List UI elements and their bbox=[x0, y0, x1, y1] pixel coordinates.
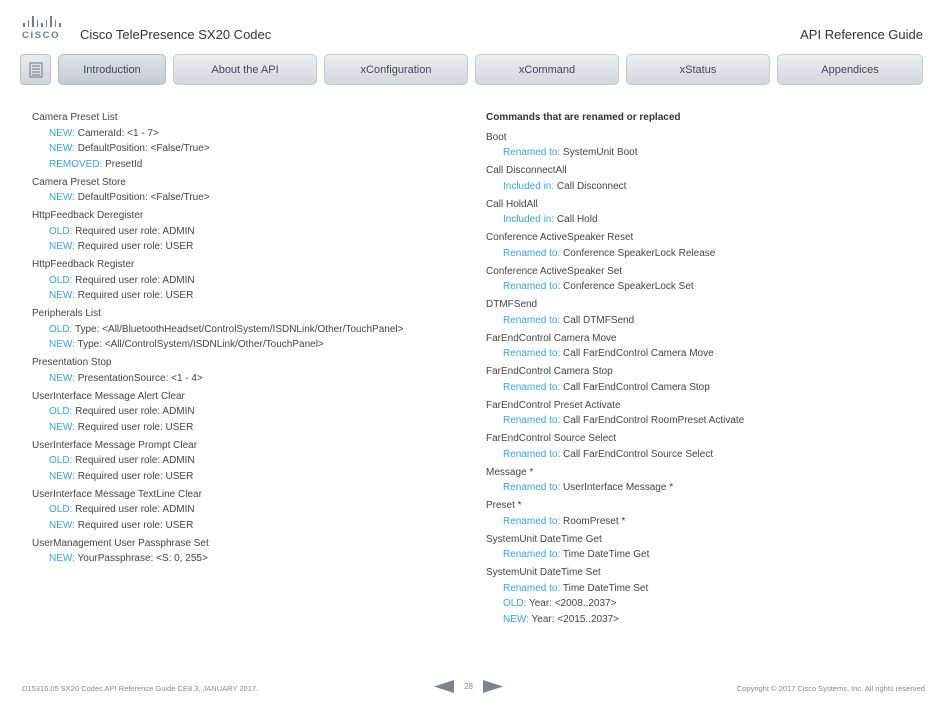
change-detail: PresentationSource: <1 - 4> bbox=[74, 372, 203, 384]
change-keyword: OLD: bbox=[49, 455, 73, 466]
change-detail: Required user role: ADMIN bbox=[72, 455, 195, 466]
command-name: SystemUnit DateTime Get bbox=[486, 533, 602, 545]
command-name: HttpFeedback Register bbox=[32, 259, 135, 270]
menu-button[interactable] bbox=[20, 54, 51, 85]
change-line bbox=[32, 190, 462, 206]
change-line bbox=[486, 212, 926, 228]
change-keyword: Renamed to: bbox=[503, 482, 561, 493]
command-entry bbox=[486, 331, 926, 362]
command-entry bbox=[486, 163, 926, 194]
menu-icon bbox=[29, 62, 43, 78]
command-entry bbox=[32, 306, 462, 353]
command-name: UserInterface Message TextLine Clear bbox=[32, 488, 202, 500]
command-entry bbox=[486, 431, 926, 462]
command-name: UserManagement User Passphrase Set bbox=[32, 537, 209, 549]
tab-xstatus[interactable]: xStatus bbox=[626, 54, 770, 85]
command-name: UserInterface Message Alert Clear bbox=[32, 390, 185, 402]
change-line bbox=[486, 480, 926, 496]
change-keyword: Renamed to: bbox=[503, 582, 561, 594]
command-name: FarEndControl Source Select bbox=[486, 433, 617, 444]
change-keyword: Renamed to: bbox=[503, 415, 561, 426]
change-detail: Call Disconnect bbox=[554, 180, 627, 192]
change-line bbox=[486, 413, 926, 429]
command-entry bbox=[32, 257, 462, 304]
command-entry bbox=[32, 110, 462, 172]
change-line bbox=[32, 518, 462, 534]
change-line bbox=[486, 596, 926, 612]
change-keyword: NEW: bbox=[49, 553, 75, 564]
command-name: HttpFeedback Deregister bbox=[32, 210, 144, 221]
change-keyword: NEW: bbox=[49, 372, 75, 384]
change-keyword: OLD: bbox=[503, 598, 527, 609]
tab-appendices[interactable]: Appendices bbox=[777, 54, 923, 85]
change-detail: Call FarEndControl Camera Move bbox=[560, 348, 714, 359]
tab-xconfiguration[interactable]: xConfiguration bbox=[324, 54, 468, 85]
change-line bbox=[32, 404, 462, 420]
change-keyword: NEW: bbox=[49, 339, 75, 350]
change-line bbox=[32, 469, 462, 485]
change-detail: Required user role: ADMIN bbox=[72, 274, 195, 286]
change-detail: Type: <All/ControlSystem/ISDNLink/Other/TouchPanel> bbox=[74, 339, 324, 350]
command-entry bbox=[486, 264, 926, 295]
change-line bbox=[486, 313, 926, 329]
change-keyword: Renamed to: bbox=[503, 515, 561, 527]
change-detail: Time DateTime Set bbox=[560, 582, 649, 594]
change-line bbox=[32, 453, 462, 469]
change-line bbox=[486, 447, 926, 463]
pager bbox=[434, 680, 503, 693]
change-line bbox=[486, 612, 926, 628]
change-keyword: Renamed to: bbox=[503, 147, 561, 158]
change-keyword: REMOVED: bbox=[49, 158, 103, 170]
command-entry bbox=[32, 175, 462, 206]
change-keyword: OLD: bbox=[49, 274, 73, 286]
change-keyword: OLD: bbox=[49, 323, 73, 335]
change-keyword: NEW: bbox=[49, 143, 75, 154]
change-keyword: Renamed to: bbox=[503, 381, 561, 393]
change-keyword: Renamed to: bbox=[503, 314, 561, 326]
change-detail: Conference SpeakerLock Release bbox=[560, 247, 716, 259]
command-name: Conference ActiveSpeaker Set bbox=[486, 265, 623, 277]
change-line bbox=[32, 337, 462, 353]
change-detail: Required user role: ADMIN bbox=[72, 225, 195, 237]
prev-page-arrow-icon[interactable] bbox=[434, 680, 454, 693]
command-entry bbox=[486, 297, 926, 328]
command-entry bbox=[32, 355, 462, 386]
change-line bbox=[32, 371, 462, 387]
command-name: FarEndControl Camera Move bbox=[486, 332, 617, 344]
change-detail: Call DTMFSend bbox=[560, 314, 635, 326]
change-detail: PresetId bbox=[102, 158, 143, 170]
change-line bbox=[32, 288, 462, 304]
next-page-arrow-icon[interactable] bbox=[483, 680, 503, 693]
command-name: Call DisconnectAll bbox=[486, 165, 567, 176]
command-name: FarEndControl Preset Activate bbox=[486, 399, 621, 411]
header bbox=[0, 0, 950, 50]
section-heading: Commands that are renamed or replaced bbox=[486, 112, 681, 123]
tab-introduction[interactable]: Introduction bbox=[58, 54, 166, 85]
tab-xcommand[interactable]: xCommand bbox=[475, 54, 619, 85]
change-detail: DefaultPosition: <False/True> bbox=[74, 192, 210, 203]
tab-about-the-api[interactable]: About the API bbox=[173, 54, 317, 85]
document-id: D15316.05 SX20 Codec API Reference Guide CE8.3, JANUARY 2017. bbox=[22, 684, 259, 693]
command-entry bbox=[32, 536, 462, 567]
change-keyword: NEW: bbox=[49, 192, 75, 203]
command-entry bbox=[32, 389, 462, 436]
change-keyword: Renamed to: bbox=[503, 247, 561, 259]
command-name: Peripherals List bbox=[32, 308, 101, 319]
command-entry bbox=[486, 565, 926, 627]
command-entry bbox=[486, 498, 926, 529]
change-line bbox=[32, 551, 462, 567]
change-keyword: Included in: bbox=[503, 214, 555, 225]
change-keyword: Included in: bbox=[503, 180, 555, 192]
change-line bbox=[32, 141, 462, 157]
command-name: Camera Preset List bbox=[32, 112, 118, 123]
changed-commands-column bbox=[32, 110, 462, 569]
change-detail: Call FarEndControl RoomPreset Activate bbox=[560, 415, 745, 426]
change-detail: Required user role: USER bbox=[74, 519, 194, 531]
change-keyword: NEW: bbox=[49, 290, 75, 301]
change-keyword: NEW: bbox=[503, 613, 529, 625]
change-detail: Required user role: USER bbox=[74, 470, 194, 482]
command-entry bbox=[486, 398, 926, 429]
change-detail: YourPassphrase: <S: 0, 255> bbox=[74, 553, 208, 564]
command-entry bbox=[486, 532, 926, 563]
change-detail: SystemUnit Boot bbox=[560, 147, 638, 158]
change-detail: Required user role: USER bbox=[74, 290, 194, 301]
change-detail: Call Hold bbox=[554, 214, 598, 225]
change-detail: UserInterface Message * bbox=[560, 482, 674, 493]
change-keyword: NEW: bbox=[49, 127, 75, 139]
command-entry bbox=[486, 197, 926, 228]
command-name: Call HoldAll bbox=[486, 198, 538, 210]
command-name: SystemUnit DateTime Set bbox=[486, 567, 601, 578]
command-name: UserInterface Message Prompt Clear bbox=[32, 439, 198, 451]
change-line bbox=[32, 239, 462, 255]
command-name: Preset * bbox=[486, 500, 522, 511]
cisco-logo-text: CISCO bbox=[22, 30, 61, 41]
change-line bbox=[486, 514, 926, 530]
change-detail: Year: <2015..2037> bbox=[528, 613, 620, 625]
footer bbox=[0, 676, 950, 700]
change-line bbox=[486, 547, 926, 563]
change-detail: Call FarEndControl Source Select bbox=[560, 448, 714, 460]
change-keyword: Renamed to: bbox=[503, 549, 561, 560]
command-entry bbox=[486, 230, 926, 261]
change-detail: Time DateTime Get bbox=[560, 549, 650, 560]
change-detail: Required user role: USER bbox=[74, 241, 194, 252]
change-keyword: OLD: bbox=[49, 406, 73, 417]
change-detail: Conference SpeakerLock Set bbox=[560, 281, 694, 292]
change-keyword: NEW: bbox=[49, 470, 75, 482]
change-detail: CameraId: <1 - 7> bbox=[74, 127, 159, 139]
change-line bbox=[32, 273, 462, 289]
change-detail: RoomPreset * bbox=[560, 515, 626, 527]
command-entry bbox=[32, 487, 462, 534]
change-line bbox=[32, 224, 462, 240]
change-detail: Year: <2008..2037> bbox=[526, 598, 617, 609]
cisco-logo-bars-icon bbox=[22, 16, 64, 27]
change-detail: DefaultPosition: <False/True> bbox=[74, 143, 210, 154]
change-keyword: OLD: bbox=[49, 225, 73, 237]
command-entry bbox=[32, 208, 462, 255]
command-entry bbox=[486, 364, 926, 395]
change-keyword: Renamed to: bbox=[503, 448, 561, 460]
change-line bbox=[32, 502, 462, 518]
change-detail: Call FarEndControl Camera Stop bbox=[560, 381, 710, 393]
change-keyword: NEW: bbox=[49, 519, 75, 531]
command-name: Message * bbox=[486, 466, 534, 478]
command-entry bbox=[32, 438, 462, 485]
change-line bbox=[486, 581, 926, 597]
product-title: Cisco TelePresence SX20 Codec bbox=[80, 27, 272, 42]
copyright: Copyright © 2017 Cisco Systems, Inc. All rights reserved. bbox=[736, 684, 927, 693]
command-name: Boot bbox=[486, 131, 507, 143]
change-keyword: OLD: bbox=[49, 504, 73, 515]
change-line bbox=[486, 246, 926, 262]
change-detail: Required user role: ADMIN bbox=[72, 406, 195, 417]
command-name: DTMFSend bbox=[486, 299, 538, 310]
nav-bar bbox=[20, 54, 924, 85]
guide-title: API Reference Guide bbox=[800, 27, 923, 42]
change-line bbox=[32, 126, 462, 142]
command-name: Presentation Stop bbox=[32, 357, 112, 368]
change-keyword: NEW: bbox=[49, 421, 75, 433]
change-line bbox=[486, 346, 926, 362]
change-detail: Required user role: USER bbox=[74, 421, 194, 433]
command-name: Camera Preset Store bbox=[32, 176, 126, 188]
change-line bbox=[32, 420, 462, 436]
change-keyword: NEW: bbox=[49, 241, 75, 252]
page-number: 28 bbox=[464, 682, 473, 691]
change-keyword: Renamed to: bbox=[503, 348, 561, 359]
change-line bbox=[32, 157, 462, 173]
command-name: Conference ActiveSpeaker Reset bbox=[486, 232, 634, 243]
command-name: FarEndControl Camera Stop bbox=[486, 366, 613, 377]
cisco-logo bbox=[22, 16, 64, 42]
change-line bbox=[32, 322, 462, 338]
change-line bbox=[486, 279, 926, 295]
change-line bbox=[486, 179, 926, 195]
command-entry bbox=[486, 465, 926, 496]
change-detail: Required user role: ADMIN bbox=[72, 504, 195, 515]
renamed-commands-column bbox=[486, 110, 926, 630]
change-line bbox=[486, 145, 926, 161]
change-detail: Type: <All/BluetoothHeadset/ControlSystem/ISDNLink/Other/TouchPanel> bbox=[72, 323, 404, 335]
command-entry bbox=[486, 130, 926, 161]
change-line bbox=[486, 380, 926, 396]
change-keyword: Renamed to: bbox=[503, 281, 561, 292]
